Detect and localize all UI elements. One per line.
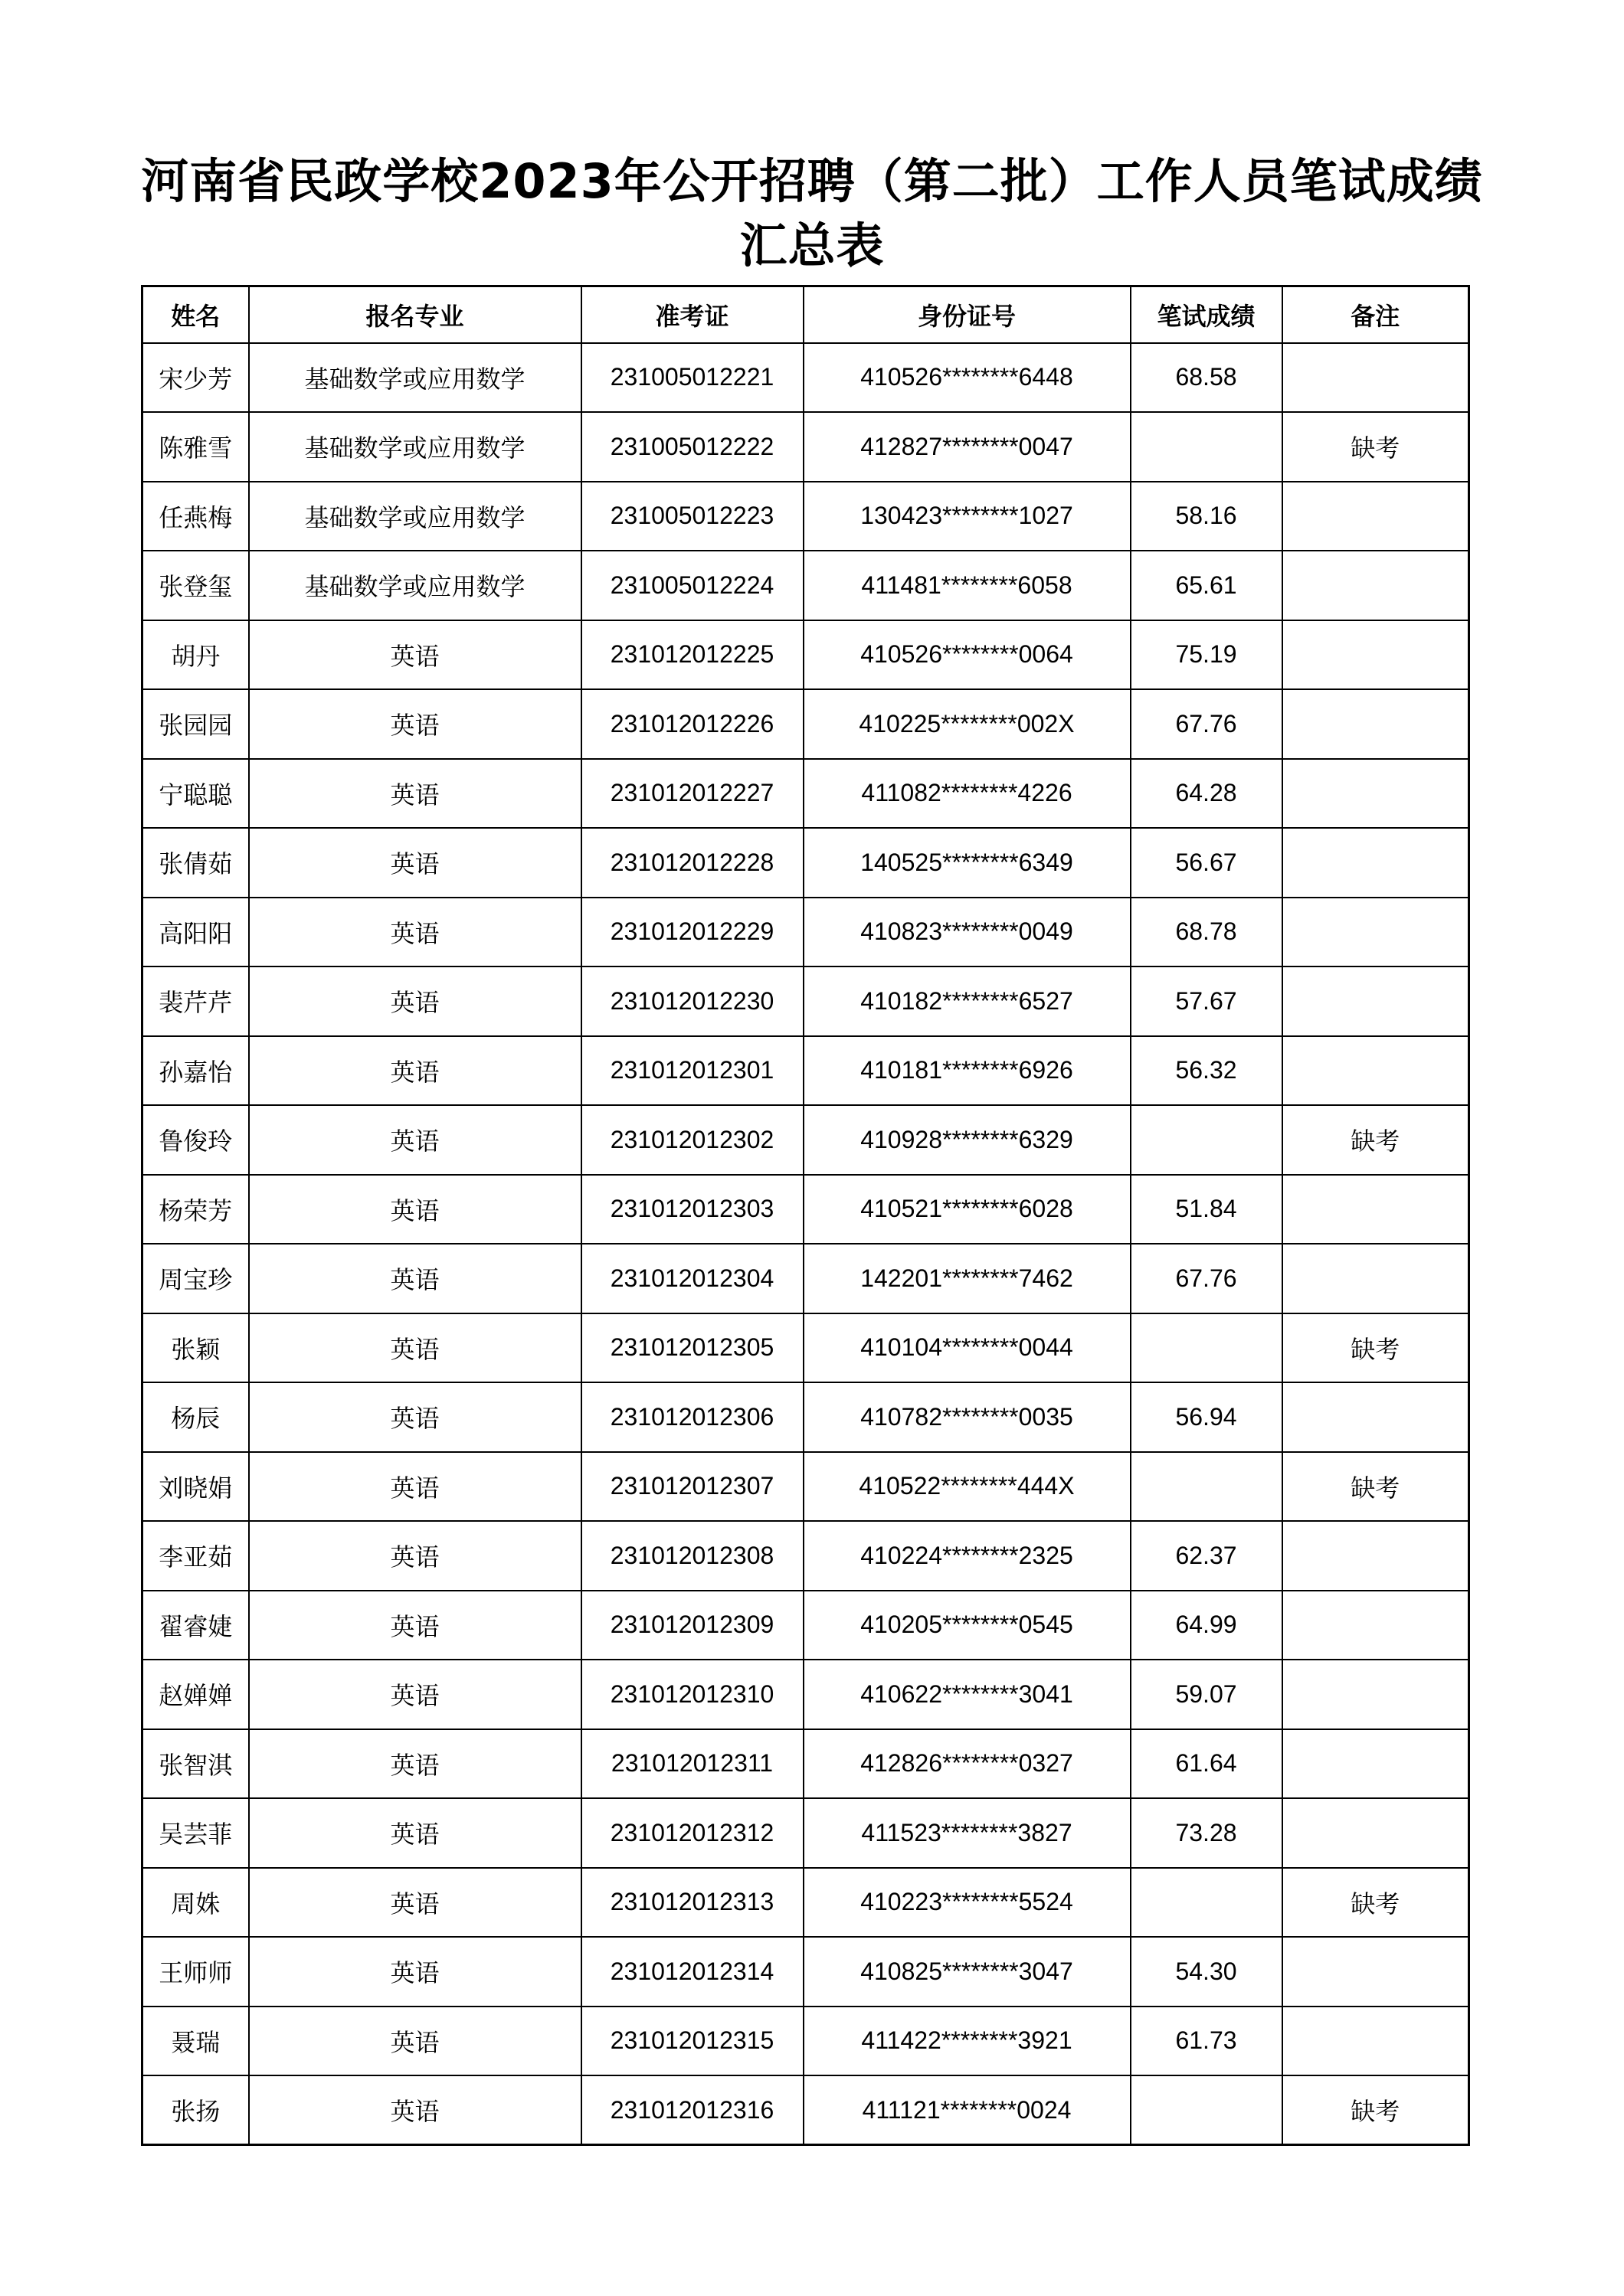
- cell-score: 61.64: [1131, 1729, 1282, 1799]
- cell-ticket: 231012012302: [581, 1105, 804, 1175]
- cell-score: [1131, 1452, 1282, 1522]
- cell-major: 基础数学或应用数学: [249, 551, 581, 620]
- cell-ticket: 231012012226: [581, 689, 804, 759]
- cell-major: 英语: [249, 1452, 581, 1522]
- cell-ticket: 231012012304: [581, 1244, 804, 1313]
- cell-id-number: 410526********6448: [804, 343, 1131, 413]
- cell-ticket: 231012012313: [581, 1868, 804, 1938]
- table-row: [142, 1036, 1469, 1106]
- cell-name: 杨辰: [142, 1382, 249, 1452]
- cell-score: 64.28: [1131, 759, 1282, 829]
- header-score: 笔试成绩: [1131, 286, 1282, 343]
- cell-ticket: 231005012221: [581, 343, 804, 413]
- cell-id-number: 410223********5524: [804, 1868, 1131, 1938]
- cell-major: 英语: [249, 689, 581, 759]
- cell-score: 67.76: [1131, 689, 1282, 759]
- cell-major: 基础数学或应用数学: [249, 343, 581, 413]
- cell-id-number: 410782********0035: [804, 1382, 1131, 1452]
- cell-id-number: 411523********3827: [804, 1798, 1131, 1868]
- cell-major: 英语: [249, 1105, 581, 1175]
- document-title: [0, 149, 1624, 278]
- cell-remark: [1282, 1937, 1469, 2007]
- cell-score: 59.07: [1131, 1660, 1282, 1729]
- cell-remark: [1282, 620, 1469, 690]
- cell-score: [1131, 412, 1282, 482]
- cell-name: 张登玺: [142, 551, 249, 620]
- cell-id-number: 411121********0024: [804, 2075, 1131, 2145]
- cell-ticket: 231012012314: [581, 1937, 804, 2007]
- cell-id-number: 410182********6527: [804, 966, 1131, 1036]
- table-row: [142, 1798, 1469, 1868]
- table-row: [142, 1244, 1469, 1313]
- cell-score: 57.67: [1131, 966, 1282, 1036]
- cell-score: 75.19: [1131, 620, 1282, 690]
- cell-name: 宁聪聪: [142, 759, 249, 829]
- cell-major: 英语: [249, 2075, 581, 2145]
- table-header-row: [142, 286, 1469, 343]
- cell-ticket: 231012012309: [581, 1591, 804, 1660]
- table-row: [142, 1591, 1469, 1660]
- cell-id-number: 142201********7462: [804, 1244, 1131, 1313]
- cell-score: [1131, 1868, 1282, 1938]
- cell-id-number: 410205********0545: [804, 1591, 1131, 1660]
- header-ticket: 准考证: [581, 286, 804, 343]
- title-line-2: 汇总表: [739, 217, 885, 273]
- cell-name: 张园园: [142, 689, 249, 759]
- cell-major: 英语: [249, 620, 581, 690]
- table-row: [142, 1729, 1469, 1799]
- cell-ticket: 231012012305: [581, 1313, 804, 1383]
- cell-remark: 缺考: [1282, 2075, 1469, 2145]
- cell-ticket: 231012012230: [581, 966, 804, 1036]
- cell-name: 李亚茹: [142, 1521, 249, 1591]
- cell-score: 58.16: [1131, 482, 1282, 551]
- table-row: [142, 343, 1469, 413]
- cell-remark: 缺考: [1282, 1313, 1469, 1383]
- score-table: [141, 285, 1470, 2146]
- table-row: [142, 482, 1469, 551]
- cell-id-number: 410622********3041: [804, 1660, 1131, 1729]
- cell-major: 英语: [249, 898, 581, 967]
- cell-name: 赵婵婵: [142, 1660, 249, 1729]
- cell-score: 68.78: [1131, 898, 1282, 967]
- cell-remark: [1282, 1382, 1469, 1452]
- table-row: [142, 759, 1469, 829]
- cell-major: 英语: [249, 1868, 581, 1938]
- cell-score: 65.61: [1131, 551, 1282, 620]
- cell-ticket: 231012012228: [581, 828, 804, 898]
- table-row: [142, 689, 1469, 759]
- header-name: 姓名: [142, 286, 249, 343]
- cell-remark: [1282, 2007, 1469, 2076]
- cell-name: 张智淇: [142, 1729, 249, 1799]
- cell-ticket: 231012012306: [581, 1382, 804, 1452]
- cell-remark: [1282, 828, 1469, 898]
- cell-major: 基础数学或应用数学: [249, 482, 581, 551]
- table-row: [142, 1521, 1469, 1591]
- cell-id-number: 410225********002X: [804, 689, 1131, 759]
- cell-score: 61.73: [1131, 2007, 1282, 2076]
- table-row: [142, 620, 1469, 690]
- cell-remark: [1282, 1729, 1469, 1799]
- cell-id-number: 410224********2325: [804, 1521, 1131, 1591]
- table-row: [142, 2007, 1469, 2076]
- table-row: [142, 1868, 1469, 1938]
- cell-remark: 缺考: [1282, 1868, 1469, 1938]
- cell-id-number: 411422********3921: [804, 2007, 1131, 2076]
- cell-remark: [1282, 343, 1469, 413]
- cell-major: 英语: [249, 1937, 581, 2007]
- cell-id-number: 410522********444X: [804, 1452, 1131, 1522]
- cell-score: 73.28: [1131, 1798, 1282, 1868]
- cell-name: 鲁俊玲: [142, 1105, 249, 1175]
- cell-major: 英语: [249, 1036, 581, 1106]
- cell-ticket: 231012012310: [581, 1660, 804, 1729]
- cell-id-number: 130423********1027: [804, 482, 1131, 551]
- table-row: [142, 551, 1469, 620]
- cell-id-number: 410181********6926: [804, 1036, 1131, 1106]
- cell-major: 英语: [249, 1729, 581, 1799]
- cell-name: 裴芹芹: [142, 966, 249, 1036]
- cell-name: 聂瑞: [142, 2007, 249, 2076]
- table-row: [142, 1452, 1469, 1522]
- cell-id-number: 412827********0047: [804, 412, 1131, 482]
- cell-ticket: 231012012311: [581, 1729, 804, 1799]
- cell-major: 英语: [249, 1175, 581, 1244]
- cell-remark: [1282, 482, 1469, 551]
- cell-remark: 缺考: [1282, 412, 1469, 482]
- cell-score: 68.58: [1131, 343, 1282, 413]
- cell-major: 英语: [249, 1798, 581, 1868]
- cell-remark: [1282, 551, 1469, 620]
- cell-id-number: 410521********6028: [804, 1175, 1131, 1244]
- cell-ticket: 231005012223: [581, 482, 804, 551]
- cell-name: 吴芸菲: [142, 1798, 249, 1868]
- cell-major: 英语: [249, 1313, 581, 1383]
- cell-remark: [1282, 1591, 1469, 1660]
- cell-remark: 缺考: [1282, 1452, 1469, 1522]
- cell-major: 基础数学或应用数学: [249, 412, 581, 482]
- cell-remark: [1282, 1798, 1469, 1868]
- cell-ticket: 231012012312: [581, 1798, 804, 1868]
- cell-remark: [1282, 1036, 1469, 1106]
- table-row: [142, 1937, 1469, 2007]
- table-row: [142, 1105, 1469, 1175]
- cell-name: 宋少芳: [142, 343, 249, 413]
- cell-name: 孙嘉怡: [142, 1036, 249, 1106]
- cell-ticket: 231012012308: [581, 1521, 804, 1591]
- cell-major: 英语: [249, 2007, 581, 2076]
- cell-id-number: 411481********6058: [804, 551, 1131, 620]
- cell-name: 翟睿婕: [142, 1591, 249, 1660]
- cell-score: 56.94: [1131, 1382, 1282, 1452]
- cell-id-number: 412826********0327: [804, 1729, 1131, 1799]
- cell-name: 张扬: [142, 2075, 249, 2145]
- cell-major: 英语: [249, 1521, 581, 1591]
- cell-id-number: 410104********0044: [804, 1313, 1131, 1383]
- cell-score: 56.32: [1131, 1036, 1282, 1106]
- table-row: [142, 1175, 1469, 1244]
- cell-ticket: 231012012229: [581, 898, 804, 967]
- cell-id-number: 410825********3047: [804, 1937, 1131, 2007]
- cell-major: 英语: [249, 1591, 581, 1660]
- cell-ticket: 231012012303: [581, 1175, 804, 1244]
- cell-score: 67.76: [1131, 1244, 1282, 1313]
- header-major: 报名专业: [249, 286, 581, 343]
- cell-ticket: 231012012225: [581, 620, 804, 690]
- cell-remark: [1282, 1244, 1469, 1313]
- cell-score: 54.30: [1131, 1937, 1282, 2007]
- cell-remark: [1282, 966, 1469, 1036]
- table-row: [142, 828, 1469, 898]
- cell-remark: 缺考: [1282, 1105, 1469, 1175]
- title-line-1: 河南省民政学校2023年公开招聘（第二批）工作人员笔试成绩: [141, 153, 1483, 209]
- cell-id-number: 410823********0049: [804, 898, 1131, 967]
- cell-name: 任燕梅: [142, 482, 249, 551]
- table-row: [142, 412, 1469, 482]
- cell-remark: [1282, 689, 1469, 759]
- cell-name: 周姝: [142, 1868, 249, 1938]
- table-row: [142, 898, 1469, 967]
- cell-remark: [1282, 1660, 1469, 1729]
- cell-id-number: 140525********6349: [804, 828, 1131, 898]
- cell-name: 高阳阳: [142, 898, 249, 967]
- cell-major: 英语: [249, 828, 581, 898]
- cell-remark: [1282, 1175, 1469, 1244]
- cell-major: 英语: [249, 1660, 581, 1729]
- cell-score: [1131, 1105, 1282, 1175]
- cell-score: 51.84: [1131, 1175, 1282, 1244]
- table-row: [142, 966, 1469, 1036]
- cell-major: 英语: [249, 966, 581, 1036]
- table-body: [142, 343, 1469, 2145]
- cell-remark: [1282, 898, 1469, 967]
- cell-name: 杨荣芳: [142, 1175, 249, 1244]
- cell-name: 张颖: [142, 1313, 249, 1383]
- cell-score: 56.67: [1131, 828, 1282, 898]
- cell-ticket: 231012012227: [581, 759, 804, 829]
- cell-ticket: 231012012316: [581, 2075, 804, 2145]
- table-row: [142, 2075, 1469, 2145]
- header-id-number: 身份证号: [804, 286, 1131, 343]
- cell-major: 英语: [249, 1244, 581, 1313]
- table-row: [142, 1313, 1469, 1383]
- cell-id-number: 411082********4226: [804, 759, 1131, 829]
- cell-score: 64.99: [1131, 1591, 1282, 1660]
- cell-ticket: 231012012301: [581, 1036, 804, 1106]
- cell-name: 周宝珍: [142, 1244, 249, 1313]
- cell-score: [1131, 2075, 1282, 2145]
- cell-name: 胡丹: [142, 620, 249, 690]
- cell-remark: [1282, 759, 1469, 829]
- cell-name: 刘晓娟: [142, 1452, 249, 1522]
- cell-id-number: 410928********6329: [804, 1105, 1131, 1175]
- cell-id-number: 410526********0064: [804, 620, 1131, 690]
- cell-score: 62.37: [1131, 1521, 1282, 1591]
- table-row: [142, 1660, 1469, 1729]
- cell-ticket: 231012012315: [581, 2007, 804, 2076]
- cell-name: 王师师: [142, 1937, 249, 2007]
- table-row: [142, 1382, 1469, 1452]
- header-remark: 备注: [1282, 286, 1469, 343]
- cell-name: 张倩茹: [142, 828, 249, 898]
- cell-name: 陈雅雪: [142, 412, 249, 482]
- cell-ticket: 231005012222: [581, 412, 804, 482]
- cell-ticket: 231012012307: [581, 1452, 804, 1522]
- cell-major: 英语: [249, 759, 581, 829]
- cell-ticket: 231005012224: [581, 551, 804, 620]
- cell-major: 英语: [249, 1382, 581, 1452]
- cell-remark: [1282, 1521, 1469, 1591]
- cell-score: [1131, 1313, 1282, 1383]
